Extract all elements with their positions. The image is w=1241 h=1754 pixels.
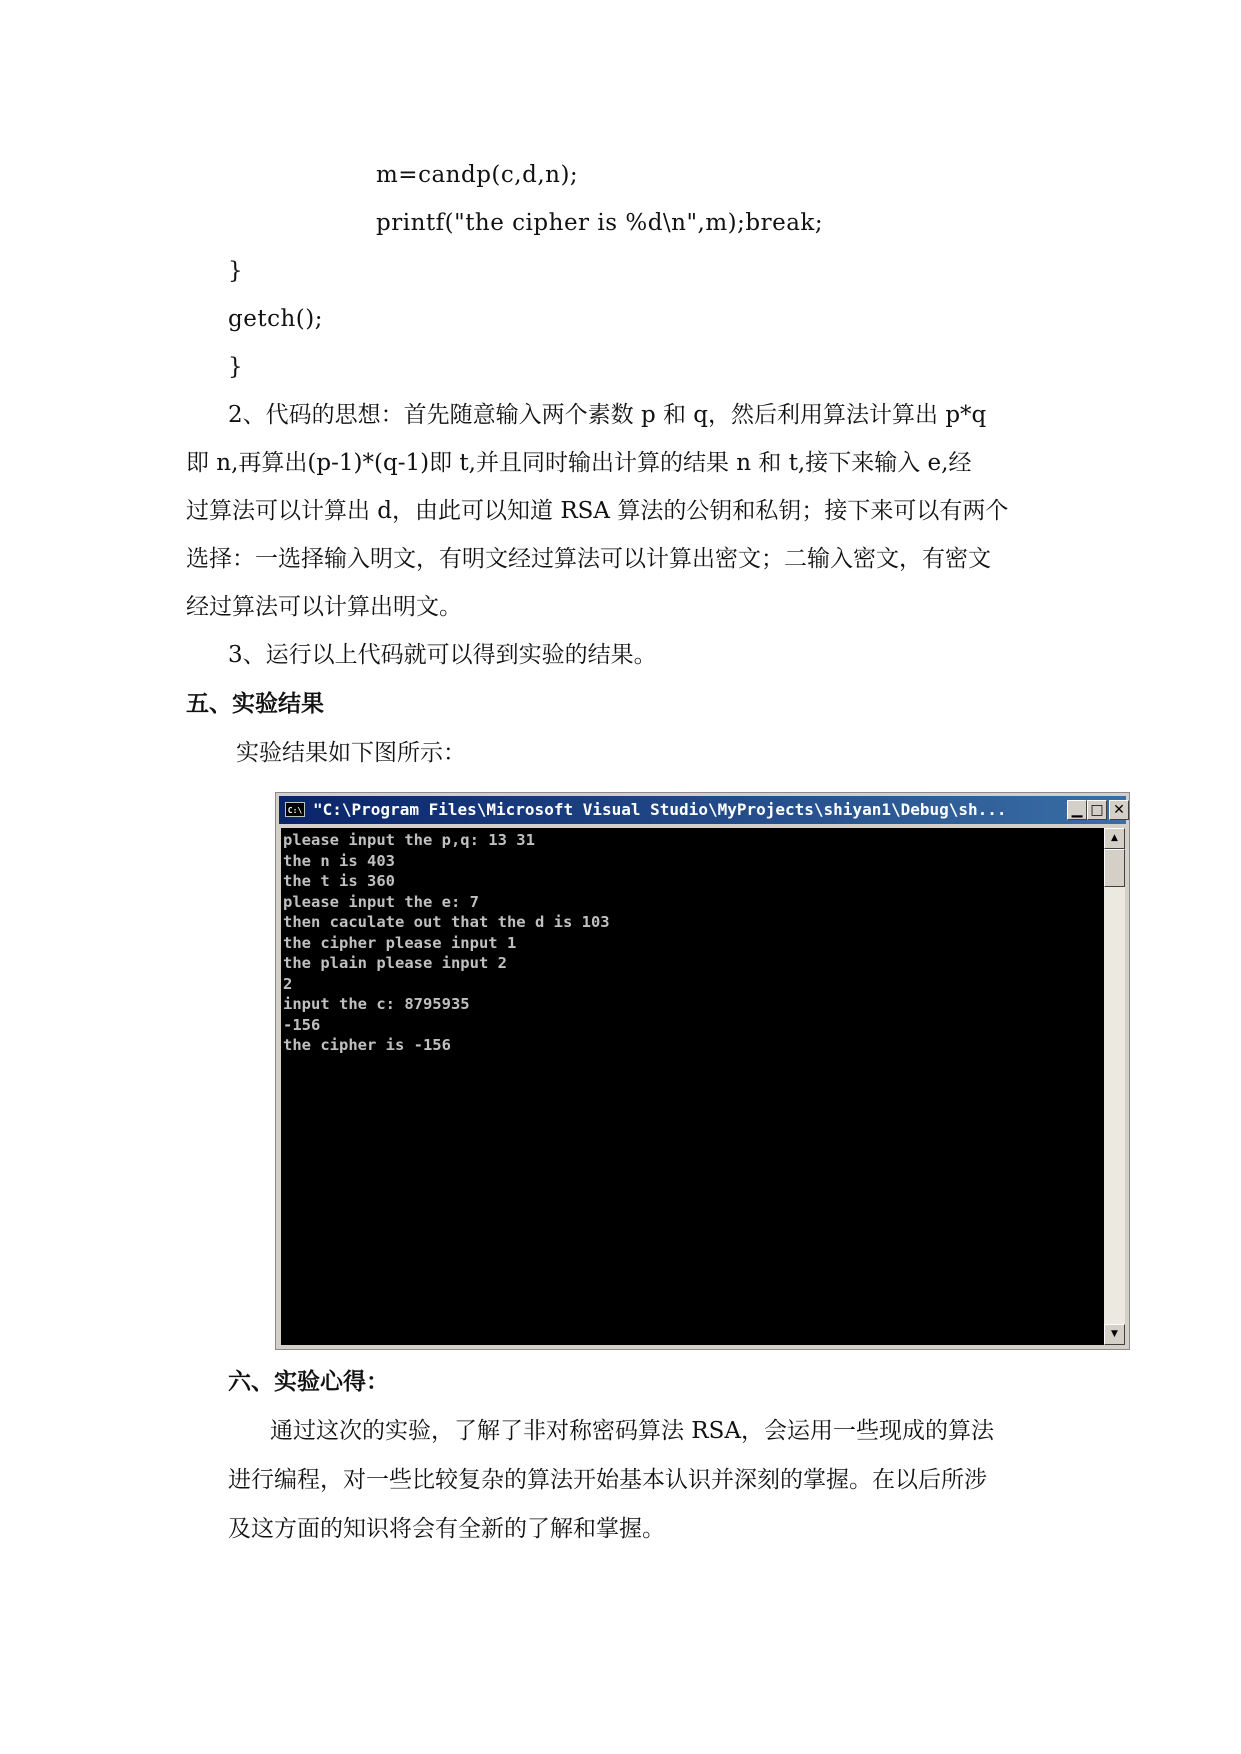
console-line: 2	[283, 974, 293, 993]
console-output-area	[281, 828, 1104, 1345]
console-line: input the c: 8795935	[283, 995, 470, 1013]
console-line: the cipher please input 1	[283, 933, 517, 952]
code-line-close-brace-outer: }	[228, 354, 244, 380]
console-line: the cipher is -156	[283, 1036, 451, 1054]
section-6-line-1: 通过这次的实验，了解了非对称密码算法 RSA，会运用一些现成的算法	[270, 1418, 994, 1444]
console-title: "C:\Program Files\Microsoft Visual Studio\MyProjects\shiyan1\Debug\sh...	[313, 800, 1007, 819]
console-titlebar	[279, 796, 1126, 824]
paragraph-code-idea-line-2: 即 n,再算出(p-1)*(q-1)即 t,并且同时输出计算的结果 n 和 t,接下来输入 e,经	[186, 450, 972, 476]
paragraph-code-idea-line-1: 2、代码的思想：首先随意输入两个素数 p 和 q，然后利用算法计算出 p*q	[228, 402, 987, 428]
paragraph-run-code: 3、运行以上代码就可以得到实验的结果。	[228, 642, 657, 668]
console-line: -156	[283, 1015, 321, 1034]
code-line-close-brace-inner: }	[228, 258, 244, 284]
console-window-screenshot	[275, 792, 1130, 1350]
vertical-scrollbar[interactable]	[1104, 828, 1125, 1345]
section-6-line-2: 进行编程，对一些比较复杂的算法开始基本认识并深刻的掌握。在以后所涉	[228, 1467, 987, 1493]
console-line: then caculate out that the d is 103	[283, 913, 610, 931]
scroll-up-icon[interactable]: ▲	[1104, 828, 1125, 849]
console-line: the plain please input 2	[283, 954, 507, 972]
console-line: please input the p,q: 13 31	[283, 831, 535, 849]
scroll-down-icon[interactable]: ▼	[1104, 1324, 1125, 1345]
section-6-heading: 六、实验心得：	[228, 1368, 389, 1395]
maximize-button[interactable]: □	[1087, 800, 1107, 820]
section-5-intro: 实验结果如下图所示：	[236, 740, 466, 766]
scroll-thumb[interactable]	[1104, 849, 1125, 887]
section-6-line-3: 及这方面的知识将会有全新的了解和掌握。	[228, 1516, 665, 1542]
code-line-printf: printf("the cipher is %d\n",m);break;	[376, 210, 824, 236]
paragraph-code-idea-line-4: 选择：一选择输入明文，有明文经过算法可以计算出密文；二输入密文，有密文	[186, 546, 991, 572]
code-line-getch: getch();	[228, 306, 323, 332]
code-line-candp: m=candp(c,d,n);	[376, 162, 579, 188]
console-app-icon: C:\	[285, 802, 305, 817]
section-5-heading: 五、实验结果	[186, 690, 324, 717]
minimize-button[interactable]: ▁	[1067, 800, 1087, 820]
close-button[interactable]: ✕	[1109, 800, 1129, 820]
console-line: the t is 360	[283, 872, 395, 890]
console-line: the n is 403	[283, 851, 395, 870]
paragraph-code-idea-line-5: 经过算法可以计算出明文。	[186, 594, 462, 620]
console-line: please input the e: 7	[283, 892, 479, 911]
paragraph-code-idea-line-3: 过算法可以计算出 d，由此可以知道 RSA 算法的公钥和私钥；接下来可以有两个	[186, 498, 1009, 524]
